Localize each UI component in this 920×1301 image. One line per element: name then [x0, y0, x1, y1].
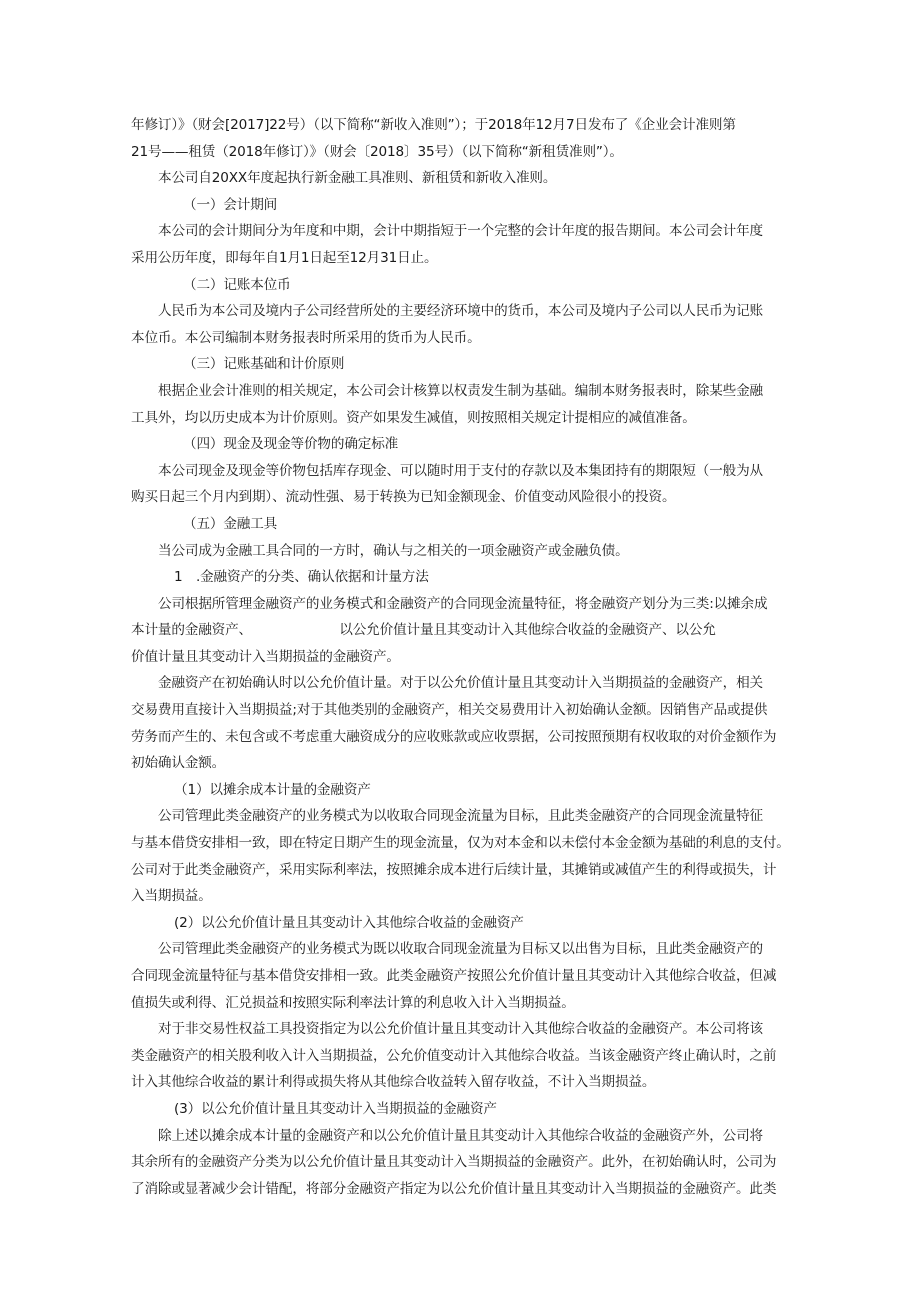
paragraph-line: 值损失或利得、汇兑损益和按照实际利率法计算的利息收入计入当期损益。	[131, 994, 575, 1011]
paragraph-line: 与基本借贷安排相一致，即在特定日期产生的现金流量，仅为对本金和以未偿付本金金额为基础的利息的支付。	[131, 835, 790, 852]
subsection-heading: (2）以公允价值计量且其变动计入其他综合收益的金融资产	[174, 914, 524, 931]
paragraph-line: 交易费用直接计入当期损益;对于其他类别的金融资产，相关交易费用计入初始确认金额。因销售产品或提供	[131, 702, 768, 719]
paragraph-line: 公司管理此类金融资产的业务模式为以收取合同现金流量为目标，且此类金融资产的合同现金流量特征	[158, 808, 763, 825]
paragraph-line: 合同现金流量特征与基本借贷安排相一致。此类金融资产按照公允价值计量且其变动计入其他综合收益，但减	[131, 968, 777, 984]
section-heading: （五）金融工具	[183, 515, 278, 532]
paragraph-line: 价值计量且其变动计入当期损益的金融资产。	[131, 648, 400, 665]
section-heading: （四）现金及现金等价物的确定标准	[183, 436, 399, 453]
paragraph-line: 21号——租赁（2018年修订）》（财会〔2018〕35号）（以下简称“新租赁准则”）。	[131, 143, 623, 160]
paragraph-line: 本位币。本公司编制本财务报表时所采用的货币为人民币。	[131, 329, 481, 346]
subsection-heading: (3）以公允价值计量且其变动计入当期损益的金融资产	[174, 1100, 497, 1117]
paragraph-line: 本计量的金融资产、 以公允价值计量且其变动计入其他综合收益的金融资产、以公允	[131, 622, 716, 639]
paragraph-line: 购买日起三个月内到期）、流动性强、易于转换为已知金额现金、价值变动风险很小的投资。	[131, 489, 676, 506]
section-heading: （一）会计期间	[183, 196, 278, 213]
paragraph-line: 了消除或显著减少会计错配，将部分金融资产指定为以公允价值计量且其变动计入当期损益的金融资产。此类	[131, 1180, 777, 1197]
paragraph-line: 根据企业会计准则的相关规定，本公司会计核算以权责发生制为基础。编制本财务报表时，除某些金融	[158, 382, 763, 399]
subsection-heading: 1 .金融资产的分类、确认依据和计量方法	[174, 569, 429, 586]
paragraph-line: 本公司自20XX年度起执行新金融工具准则、新租赁和新收入准则。	[158, 170, 557, 187]
paragraph-line: 公司管理此类金融资产的业务模式为既以收取合同现金流量为目标又以出售为目标，且此类金融资产的	[158, 941, 763, 958]
paragraph-line: 公司根据所管理金融资产的业务模式和金融资产的合同现金流量特征，将金融资产划分为三类:以摊余成	[158, 595, 768, 612]
paragraph-line: 人民币为本公司及境内子公司经营所处的主要经济环境中的货币，本公司及境内子公司以人民币为记账	[158, 303, 763, 320]
paragraph-line: 除上述以摊余成本计量的金融资产和以公允价值计量且其变动计入其他综合收益的金融资产外，公司将	[158, 1127, 763, 1144]
subsection-heading: （1）以摊余成本计量的金融资产	[174, 781, 371, 798]
paragraph-line: 对于非交易性权益工具投资指定为以公允价值计量且其变动计入其他综合收益的金融资产。本公司将该	[158, 1021, 763, 1038]
paragraph-line: 类金融资产的相关股利收入计入当期损益，公允价值变动计入其他综合收益。当该金融资产终止确认时，之前	[131, 1047, 777, 1064]
section-heading: （二）记账本位币	[183, 276, 291, 293]
paragraph-line: 入当期损益。	[131, 888, 212, 905]
paragraph-line: 工具外，均以历史成本为计价原则。资产如果发生减值，则按照相关规定计提相应的减值准备。	[131, 409, 696, 426]
paragraph-line: 计入其他综合收益的累计利得或损失将从其他综合收益转入留存收益，不计入当期损益。	[131, 1074, 656, 1091]
paragraph-line: 当公司成为金融工具合同的一方时，确认与之相关的一项金融资产或金融负债。	[158, 542, 629, 559]
paragraph-line: 年修订）》（财会[2017]22号）（以下简称“新收入准则”）；于2018年12月7日发布了《企业会计准则第	[131, 117, 736, 133]
paragraph-line: 劳务而产生的、未包含或不考虑重大融资成分的应收账款或应收票据，公司按照预期有权收取的对价金额作为	[131, 728, 777, 745]
paragraph-line: 公司对于此类金融资产，采用实际利率法，按照摊余成本进行后续计量，其摊销或减值产生的利得或损失，计	[131, 861, 777, 878]
paragraph-line: 其余所有的金融资产分类为以公允价值计量且其变动计入当期损益的金融资产。此外，在初始确认时，公司为	[131, 1154, 777, 1171]
paragraph-line: 初始确认金额。	[131, 755, 226, 772]
paragraph-line: 金融资产在初始确认时以公允价值计量。对于以公允价值计量且其变动计入当期损益的金融资产，相关	[158, 675, 763, 692]
section-heading: （三）记账基础和计价原则	[183, 356, 345, 373]
paragraph-line: 采用公历年度，即每年自1月1日起至12月31日止。	[131, 249, 438, 266]
document-page	[131, 112, 795, 1202]
paragraph-line: 本公司的会计期间分为年度和中期，会计中期指短于一个完整的会计年度的报告期间。本公司会计年度	[158, 223, 763, 240]
paragraph-line: 本公司现金及现金等价物包括库存现金、可以随时用于支付的存款以及本集团持有的期限短（一般为从	[158, 462, 763, 479]
